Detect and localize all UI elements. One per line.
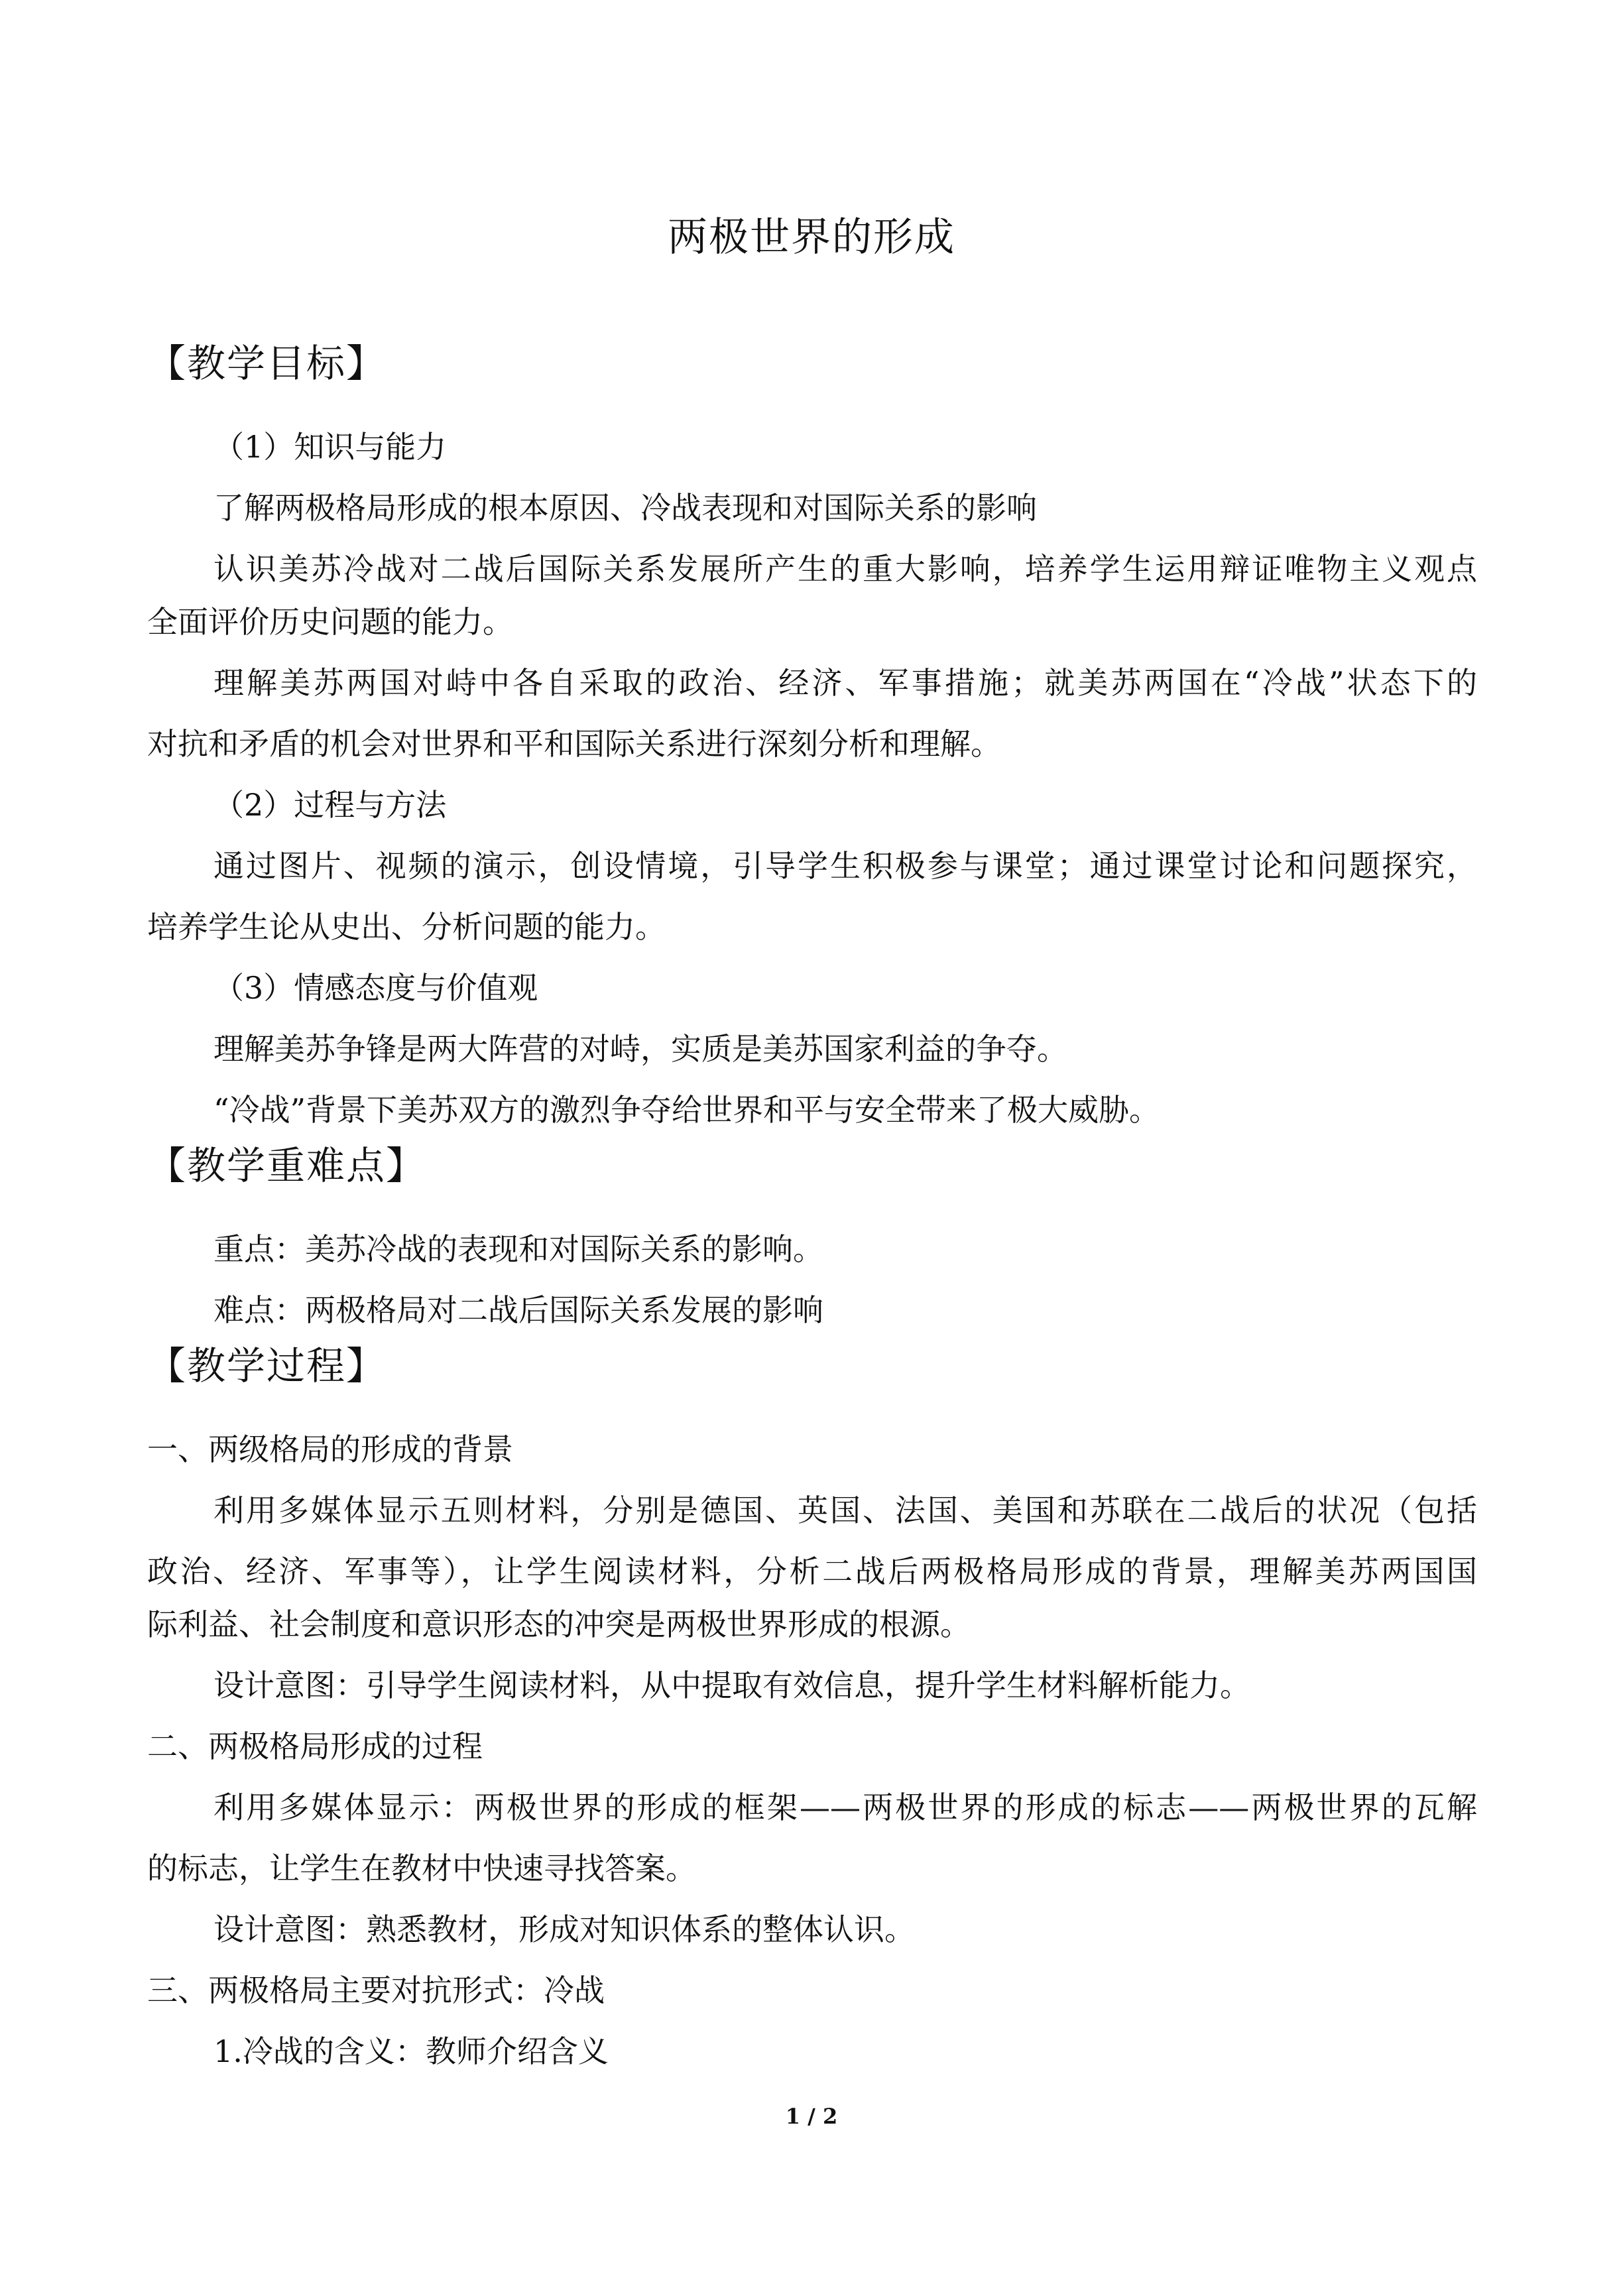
section-heading-objectives: 【教学目标】 <box>147 341 387 386</box>
objective-heading-knowledge: （1）知识与能力 <box>213 429 447 465</box>
page-number: 1 / 2 <box>785 2104 838 2129</box>
paragraph-text: 通过图片、视频的演示，创设情境，引导学生积极参与课堂；通过课堂讨论和问题探究， <box>213 848 1477 884</box>
process-step-heading: 一、两级格局的形成的背景 <box>147 1431 513 1467</box>
paragraph-text: 对抗和矛盾的机会对世界和平和国际关系进行深刻分析和理解。 <box>147 726 1001 762</box>
design-intent-text: 设计意图：引导学生阅读材料，从中提取有效信息，提升学生材料解析能力。 <box>213 1667 1250 1703</box>
paragraph-text: 了解两极格局形成的根本原因、冷战表现和对国际关系的影响 <box>213 490 1037 526</box>
process-step-heading: 二、两极格局形成的过程 <box>147 1728 483 1764</box>
paragraph-text: 的标志，让学生在教材中快速寻找答案。 <box>147 1850 696 1886</box>
design-intent-text: 设计意图：熟悉教材，形成对知识体系的整体认识。 <box>213 1911 915 1947</box>
objective-heading-process: （2）过程与方法 <box>213 787 447 823</box>
paragraph-text: 利用多媒体显示：两极世界的形成的框架——两极世界的形成的标志——两极世界的瓦解 <box>213 1789 1477 1825</box>
paragraph-text: 理解美苏争锋是两大阵营的对峙，实质是美苏国家利益的争夺。 <box>213 1031 1067 1067</box>
section-heading-process: 【教学过程】 <box>147 1343 387 1388</box>
paragraph-text: 全面评价历史问题的能力。 <box>147 604 513 640</box>
paragraph-text: 认识美苏冷战对二战后国际关系发展所产生的重大影响，培养学生运用辩证唯物主义观点 <box>213 551 1477 587</box>
paragraph-text: 际利益、社会制度和意识形态的冲突是两极世界形成的根源。 <box>147 1606 971 1642</box>
section-heading-key-points: 【教学重难点】 <box>147 1143 426 1188</box>
paragraph-text: 利用多媒体显示五则材料，分别是德国、英国、法国、美国和苏联在二战后的状况（包括 <box>213 1492 1477 1528</box>
process-step-heading: 三、两极格局主要对抗形式：冷战 <box>147 1972 605 2008</box>
paragraph-text: 政治、经济、军事等），让学生阅读材料，分析二战后两极格局形成的背景，理解美苏两国国 <box>147 1553 1477 1589</box>
paragraph-text: 理解美苏两国对峙中各自采取的政治、经济、军事措施；就美苏两国在“冷战”状态下的 <box>213 665 1477 701</box>
key-point-difficulty: 难点：两极格局对二战后国际关系发展的影响 <box>213 1292 823 1328</box>
paragraph-text: 培养学生论从史出、分析问题的能力。 <box>147 909 666 945</box>
paragraph-text: “冷战”背景下美苏双方的激烈争夺给世界和平与安全带来了极大威胁。 <box>213 1092 1160 1128</box>
page-title: 两极世界的形成 <box>668 214 955 261</box>
paragraph-text: 1.冷战的含义：教师介绍含义 <box>213 2033 609 2069</box>
objective-heading-values: （3）情感态度与价值观 <box>213 970 538 1006</box>
key-point-focus: 重点：美苏冷战的表现和对国际关系的影响。 <box>213 1231 823 1267</box>
